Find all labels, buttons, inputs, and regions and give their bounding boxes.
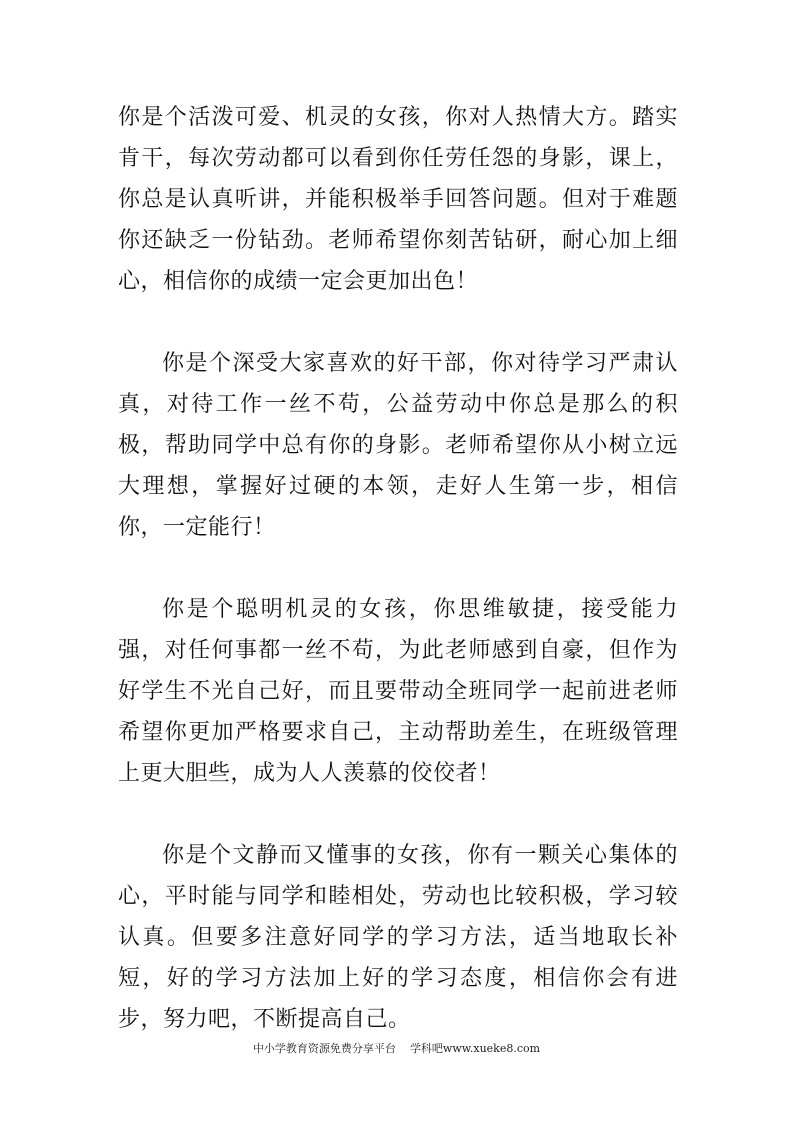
page-footer bbox=[0, 1041, 793, 1057]
document-body bbox=[118, 97, 678, 1040]
paragraph-2: 你是个深受大家喜欢的好干部，你对待学习严肃认真，对待工作一丝不苟，公益劳动中你总是那么的积极，帮助同学中总有你的身影。老师希望你从小树立远大理想，掌握好过硬的本领，走好人生第一步，相信你，一定能行！ bbox=[118, 351, 678, 540]
paragraph-3: 你是个聪明机灵的女孩，你思维敏捷，接受能力强，对任何事都一丝不苟，为此老师感到自豪，但作为好学生不光自己好，而且要带动全班同学一起前进老师希望你更加严格要求自己，主动帮助差生，在班级管理上更大胆些，成为人人羡慕的佼佼者！ bbox=[118, 597, 678, 786]
footer-platform-text: 中小学教育资源免费分享平台 bbox=[252, 1042, 396, 1055]
paragraph-4: 你是个文静而又懂事的女孩，你有一颗关心集体的心，平时能与同学和睦相处，劳动也比较积极，学习较认真。但要多注意好同学的学习方法，适当地取长补短，好的学习方法加上好的学习态度，相信你会有进步，努力吧，不断提高自己。 bbox=[118, 843, 678, 1032]
paragraph-1: 你是个活泼可爱、机灵的女孩，你对人热情大方。踏实肯干，每次劳动都可以看到你任劳任怨的身影，课上，你总是认真听讲，并能积极举手回答问题。但对于难题你还缺乏一份钻劲。老师希望你刻苦钻研，耐心加上细心，相信你的成绩一定会更加出色！ bbox=[118, 105, 678, 294]
footer-site-link[interactable]: 学科吧www.xueke8.com bbox=[409, 1042, 541, 1055]
